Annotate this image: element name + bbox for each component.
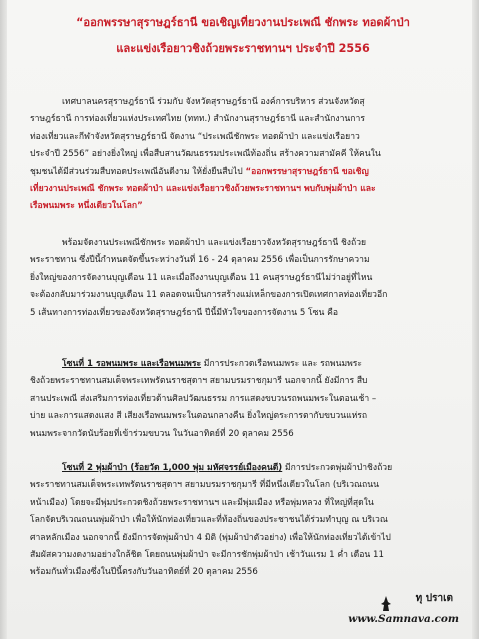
paragraph-line: ราษฎร์ธานี การท่องเที่ยวแห่งประเทศไทย (ททท.) สำนักงานสุราษฎร์ธานี และสำนักงานการ [30, 114, 365, 125]
paragraph-zone-1 [30, 356, 450, 443]
paragraph-text: มีการประกวดพุ่มผ้าป่าชิงถ้วย [284, 463, 393, 473]
paragraph-line: ชิงถ้วยพระราชทานสมเด็จพระเทพรัตนราชสุดาฯ สยามบรมราชกุมารี นอกจากนี้ ยังมีการ สืบ [30, 376, 368, 387]
paragraph-intro [30, 94, 450, 216]
paragraph-text: ชุมชนได้มีส่วนร่วมสืบทอดประเพณีอันดีงาม ให้ยั่งยืนสืบไป [30, 166, 243, 177]
document-title-line-1: “ออกพรรษาสุราษฎร์ธานี ขอเชิญเที่ยวงานประเพณี ชักพระ ทอดผ้าป่า [76, 16, 410, 29]
paragraph-line: สานประเพณี ส่งเสริมการท่องเที่ยวด้านศิลปวัฒนธรรม การแสดงขบวนรถพนมพระในตอนเช้า – [30, 393, 377, 404]
paragraph-line: ท่องเที่ยวและกีฬาจังหวัดสุราษฎร์ธานี จัดงาน “ประเพณีชักพระ ทอดผ้าป่า และแข่งเรือยาว [30, 131, 360, 142]
pagoda-icon [377, 595, 395, 613]
paragraph-line: ประจำปี 2556” อย่างยิ่งใหญ่ เพื่อสืบสานวัฒนธรรมประเพณีท้องถิ่น สร้างความสามัคคี ให้คนใน [30, 149, 381, 160]
zone-1-heading: โซนที่ 1 รอพนมพระ และเรือพนมพระ [62, 359, 202, 369]
paragraph-text: มีการประกวดเรือพนมพระ และ รถพนมพระ [203, 359, 363, 369]
watermark-url: www.Samnava.com [348, 613, 459, 625]
paragraph-line: 5 เส้นทางการท่องเที่ยวของจังหวัดสุราษฎร์ธานี ปีนี้มีหัวใจของการจัดงาน 5 โซน คือ [30, 307, 339, 318]
paragraph-line-with-highlight [30, 164, 450, 181]
paragraph-line: ยิ่งใหญ่ของการจัดงานบุญเดือน 11 และเมื่อถึงงานบุญเดือน 11 คนสุราษฎร์ธานีไม่ว่าอยู่ที่ไหน [30, 272, 373, 283]
paragraph-festival [30, 235, 450, 322]
zone-line [30, 356, 450, 373]
paragraph-line: พระราชทานสมเด็จพระเทพรัตนราชสุดาฯ สยามบรมราชกุมารี ที่มีหนึ่งเดียวในโลก (บริเวณถนน [30, 480, 379, 491]
paragraph-line: พร้อมจัดงานประเพณีชักพระ ทอดผ้าป่า และแข่งเรือยาวจังหวัดสุราษฎร์ธานี ชิงถ้วย [62, 238, 367, 248]
highlight-text: “ออกพรรษาสุราษฎร์ธานี ขอเชิญ [245, 166, 369, 177]
highlight-line: เที่ยวงานประเพณี ชักพระ ทอดผ้าป่า และแข่งเรือยาวชิงถ้วยพระราชทานฯ พบกับพุ่มผ้าป่า และ [30, 183, 376, 194]
document-title-line-2: และแข่งเรือยาวชิงถ้วยพระราชทานฯ ประจำปี 2556 [116, 42, 370, 55]
paragraph-line: บ่าย และการแสดงแสง สี เสียงเรือพนมพระในตอนกลางคืน ยิ่งใหญ่ตระการตากับขบวนแห่รถ [30, 411, 368, 422]
paragraph-line: เทศบาลนครสุราษฎร์ธานี ร่วมกับ จังหวัดสุราษฎร์ธานี องค์การบริหาร ส่วนจังหวัดสุ [62, 97, 365, 107]
paragraph-line: ศาลหลักเมือง นอกจากนี้ ยังมีการจัดพุ่มผ้าป่า 4 มิติ (พุ่มผ้าป่าตัวอย่าง) เพื่อให้นักท่องเที่ยวได้เข้าไป [30, 532, 391, 543]
paragraph-line: โลกจัดบริเวณถนนพุ่มผ้าป่า เพื่อให้นักท่องเที่ยวและที่ท้องถิ่นของประชาชนได้ร่วมทำบุญ ณ บริเวณ [30, 515, 388, 526]
paragraph-line: พระราชทาน ซึ่งปีนี้กำหนดจัดขึ้นระหว่างวันที่ 16 - 24 ตุลาคม 2556 เพื่อเป็นการรักษาความ [30, 255, 370, 266]
paragraph-line: พนมพระจากวัดนับร้อยที่เข้าร่วมขบวน ในวันอาทิตย์ที่ 20 ตุลาคม 2556 [30, 428, 294, 439]
paragraph-line: พร้อมกันทั่วเมืองซึ่งในปีนี้ตรงกับวันอาทิตย์ที่ 20 ตุลาคม 2556 [30, 567, 258, 578]
paragraph-line: จะต้องกลับมาร่วมงานบุญเดือน 11 ตลอดจนเป็นการสร้างแม่เหล็กของการเปิดเทศกาลท่องเที่ยวอีก [30, 290, 388, 301]
page-edge-right [472, 0, 479, 639]
page-edge-left [0, 0, 7, 639]
zone-line [30, 460, 450, 477]
zone-2-heading: โซนที่ 2 พุ่มผ้าป่า (ร้อยวัด 1,000 พุ่ม มหัศจรรย์เมืองคนดี) [62, 463, 283, 473]
watermark-logo [348, 591, 459, 625]
watermark-text: ทุ ปราเต [415, 593, 453, 604]
paragraph-line: สัมผัสความงดงามอย่างใกล้ชิด โดยถนนพุ่มผ้าป่า จะมีการชักพุ่มผ้าป่า เช้าวันแรม 1 ค่ำ เดือน 11 [30, 549, 384, 560]
paragraph-line: หน้าเมือง) โดยจะมีพุ่มประกวดชิงถ้วยพระราชทานฯ และมีพุ่มเมือง หรือพุ่มหลวง ที่ใหญ่ที่สุดใน [30, 497, 374, 508]
highlight-line: เรือพนมพระ หนึ่งเดียวในโลก” [30, 201, 143, 212]
paragraph-zone-2 [30, 460, 450, 582]
